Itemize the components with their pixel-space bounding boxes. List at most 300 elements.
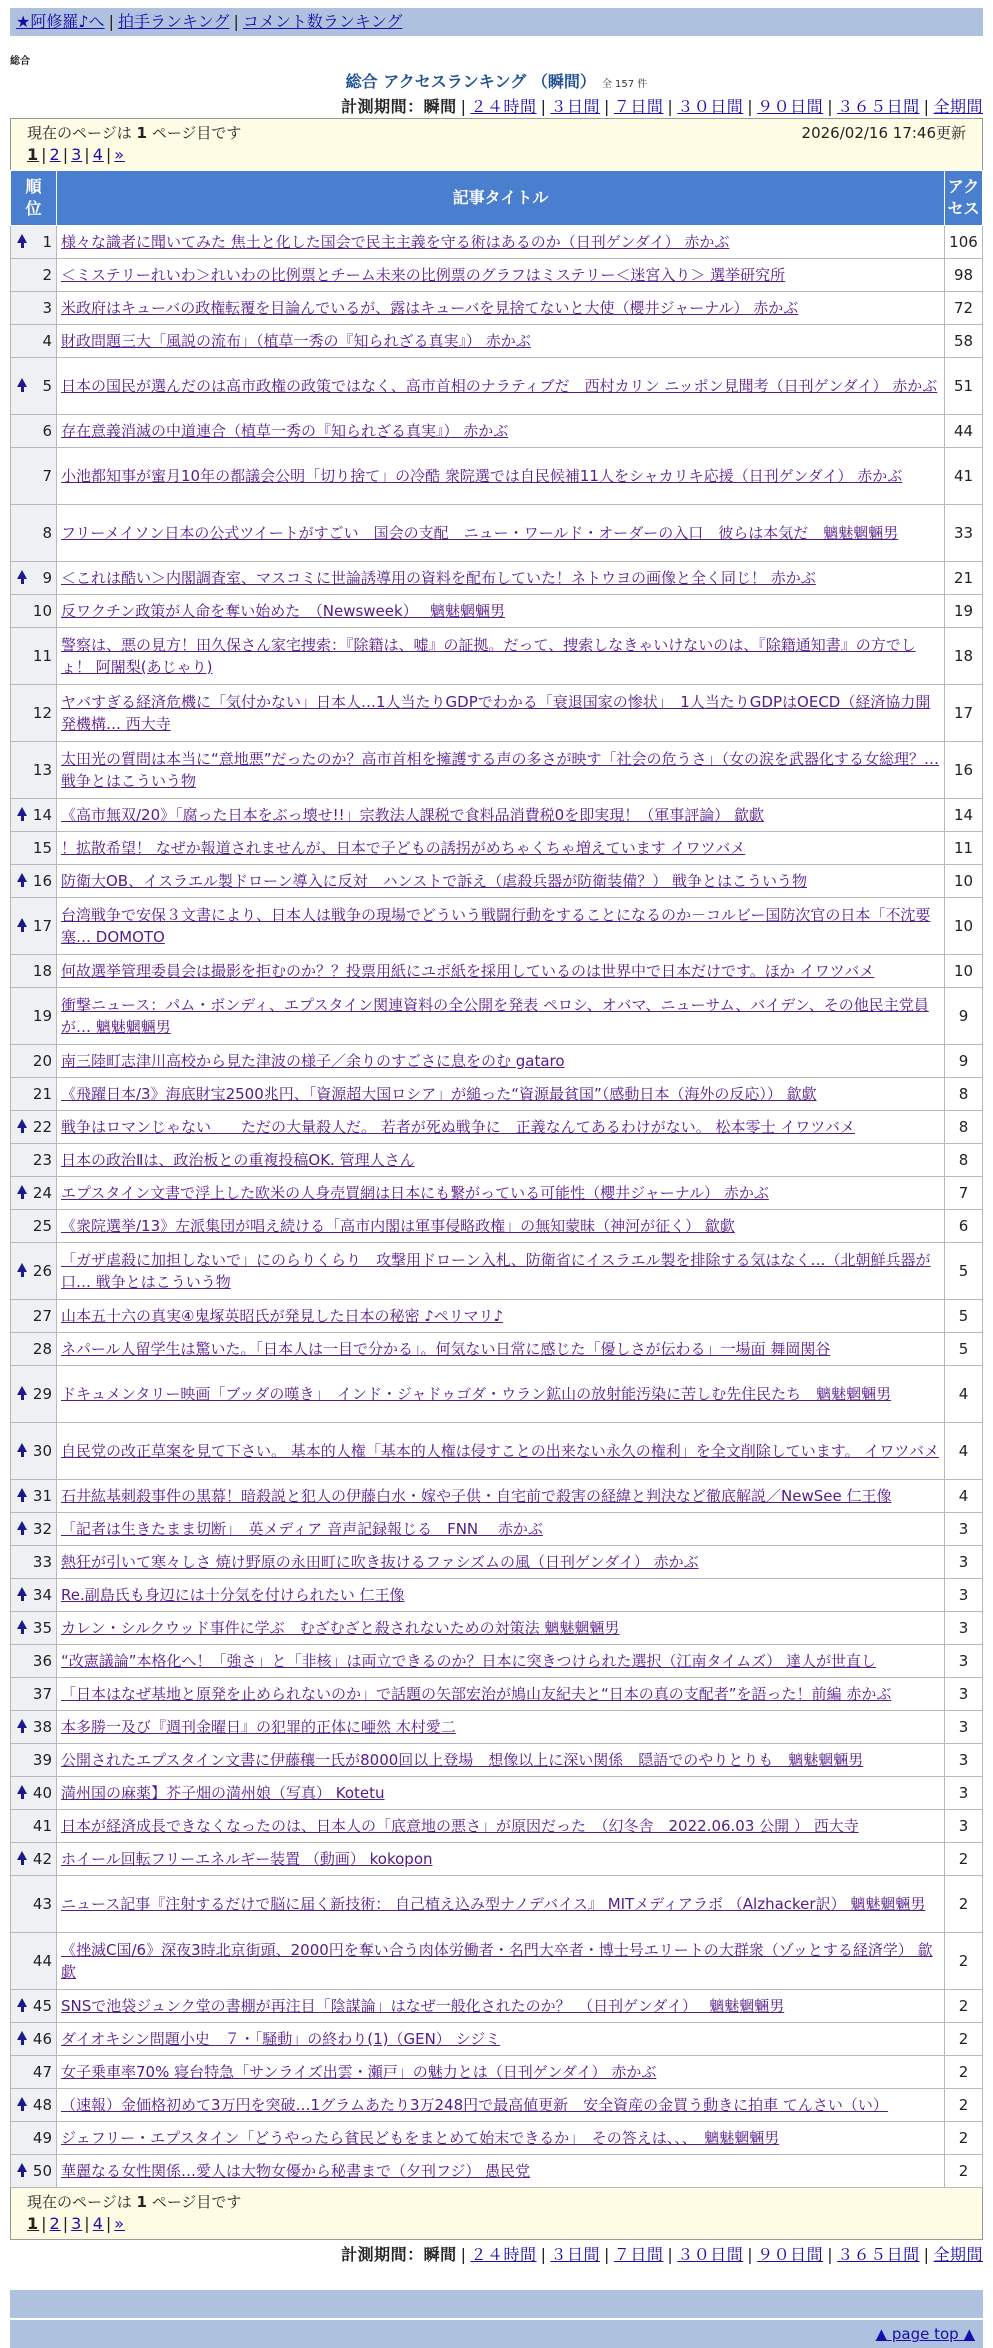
- article-title-link[interactable]: ジェフリー・エプスタイン「どうやったら貧民どもをまとめて始末できるか」 その答えは、、、 魑魅魍魎男: [61, 2129, 780, 2147]
- title-cell: [57, 742, 945, 799]
- rank-cell: [11, 1933, 57, 1990]
- period-link[interactable]: ７日間: [613, 2245, 664, 2264]
- ranking-table: [10, 170, 983, 2188]
- period-separator: |: [603, 2245, 610, 2264]
- title-cell: [57, 955, 945, 988]
- rank-number: 8: [42, 524, 52, 542]
- rank-cell: [11, 799, 57, 832]
- access-count: 2: [945, 2122, 983, 2155]
- period-selector-top: [10, 96, 983, 118]
- access-count: 3: [945, 1645, 983, 1678]
- title-cell: [57, 1645, 945, 1678]
- rank-cell: [11, 955, 57, 988]
- table-row: [11, 1480, 983, 1513]
- period-link[interactable]: ３日間: [550, 97, 600, 116]
- title-cell: [57, 226, 945, 259]
- title-cell: [57, 1366, 945, 1423]
- nav-separator: |: [108, 12, 114, 31]
- page-link[interactable]: 2: [49, 2214, 61, 2233]
- article-title-link[interactable]: 《衆院選挙/13》左派集団が唱え続ける「高市内閣は軍事侵略政権」の無知蒙昧（神河が征く） 歙歔: [61, 1217, 735, 1235]
- article-title-link[interactable]: 衝撃ニュース：パム・ボンディ、エプスタイン関連資料の全公開を発表 ペロシ、オバマ、ニューサム、バイデン、その他民主党員が… 魑魅魍魎男: [61, 996, 929, 1036]
- rank-number: 34: [32, 1586, 52, 1604]
- access-count: 72: [945, 292, 983, 325]
- rank-up-arrow-icon: [17, 1719, 27, 1728]
- title-cell: [57, 2155, 945, 2188]
- rank-number: 9: [42, 569, 52, 587]
- rank-number: 22: [32, 1118, 52, 1136]
- rank-number: 10: [32, 602, 52, 620]
- rank-cell: [11, 865, 57, 898]
- table-row: [11, 292, 983, 325]
- table-row: [11, 1366, 983, 1423]
- access-count: 10: [945, 898, 983, 955]
- rank-cell: [11, 898, 57, 955]
- table-row: [11, 2155, 983, 2188]
- period-link[interactable]: 全期間: [933, 2245, 983, 2264]
- article-title-link[interactable]: 太田光の質問は本当に“意地悪”だったのか？高市首相を擁護する声の多さが映す「社会の危うさ」（女の涙を武器化する女総理？… 戦争とはこういう物: [61, 750, 940, 790]
- title-cell: [57, 415, 945, 448]
- period-link[interactable]: ９０日間: [757, 2245, 824, 2264]
- rank-cell: [11, 1843, 57, 1876]
- page-separator: |: [84, 2214, 91, 2233]
- rank-up-arrow-icon: [17, 234, 27, 243]
- rank-up-arrow-icon: [17, 1119, 27, 1128]
- table-row: [11, 1990, 983, 2023]
- article-title-link[interactable]: 財政問題三大「風説の流布」（植草一秀の『知られざる真実』） 赤かぶ: [61, 332, 531, 350]
- table-row: [11, 2122, 983, 2155]
- article-title-link[interactable]: 日本の国民が選んだのは高市政権の政策ではなく、高市首相のナラティブだ 西村カリン ニッポン見聞考（日刊ゲンダイ） 赤かぶ: [61, 377, 938, 395]
- article-title-link[interactable]: 米政府はキューバの政権転覆を目論んでいるが、露はキューバを見捨てないと大使（櫻井ジャーナル） 赤かぶ: [61, 299, 799, 317]
- table-row: [11, 1546, 983, 1579]
- article-title-link[interactable]: 存在意義消滅の中道連合（植草一秀の『知られざる真実』） 赤かぶ: [61, 422, 509, 440]
- access-count: 14: [945, 799, 983, 832]
- access-count: 5: [945, 1243, 983, 1300]
- rank-cell: [11, 1810, 57, 1843]
- period-link[interactable]: ９０日間: [757, 97, 824, 116]
- table-row: [11, 1612, 983, 1645]
- rank-cell: [11, 1876, 57, 1933]
- table-row: [11, 1645, 983, 1678]
- access-count: 106: [945, 226, 983, 259]
- access-count: 51: [945, 358, 983, 415]
- title-cell: [57, 1810, 945, 1843]
- page-link[interactable]: 3: [71, 2214, 83, 2233]
- title-cell: [57, 1210, 945, 1243]
- article-title-link[interactable]: ニュース記事『注射するだけで脳に届く新技術： 自己植え込み型ナノデバイス』 MITメディアラボ （Alzhacker訳） 魑魅魍魎男: [61, 1895, 926, 1913]
- rank-up-arrow-icon: [17, 873, 27, 882]
- access-count: 6: [945, 1210, 983, 1243]
- title-cell: [57, 259, 945, 292]
- article-title-link[interactable]: 南三陸町志津川高校から見た津波の様子／余りのすごさに息をのむ gataro: [61, 1052, 565, 1070]
- access-count: 2: [945, 2056, 983, 2089]
- table-row: [11, 955, 983, 988]
- rank-number: 35: [32, 1619, 52, 1637]
- table-row: [11, 1243, 983, 1300]
- header-text: 順 位: [25, 177, 42, 218]
- rank-cell: [11, 1513, 57, 1546]
- page-links: [27, 144, 966, 166]
- rank-number: 28: [32, 1340, 52, 1358]
- period-separator: |: [747, 97, 754, 116]
- table-row: [11, 448, 983, 505]
- table-row: [11, 505, 983, 562]
- access-count: 3: [945, 1612, 983, 1645]
- article-title-link[interactable]: 《高市無双/20》「腐った日本をぶっ壊せ!!」宗教法人課税で食料品消費税0を即実現！（軍事評論） 歙歔: [61, 806, 764, 824]
- article-title-link[interactable]: ネパール人留学生は驚いた。「日本人は一目で分かる」。何気ない日常に感じた「優しさが伝わる」一場面 舞岡関谷: [61, 1340, 831, 1358]
- rank-number: 15: [32, 839, 52, 857]
- rank-cell: [11, 325, 57, 358]
- access-header: [945, 171, 983, 226]
- article-title-link[interactable]: 公開されたエプスタイン文書に伊藤穰一氏が8000回以上登場 想像以上に深い関係 隠語でのやりとりも 魑魅魍魎男: [61, 1751, 864, 1769]
- article-title-link[interactable]: ダイオキシン問題小史 ７・「騒動」の終わり(1)（GEN） シジミ: [61, 2030, 501, 2048]
- article-title-link[interactable]: ヤバすぎる経済危機に「気付かない」日本人…1人当たりGDPでわかる「衰退国家の惨状」 1人当たりGDPはOECD（経済協力開発機構… 西大寺: [61, 693, 931, 733]
- rank-up-arrow-icon: [17, 1185, 27, 1194]
- rank-cell: [11, 1366, 57, 1423]
- article-title-link[interactable]: “改憲議論”本格化へ！「強さ」と「非核」は両立できるのか？日本に突きつけられた選択（江南タイムズ） 達人が世直し: [61, 1652, 877, 1670]
- article-title-link[interactable]: 石井紘基刺殺事件の黒幕！暗殺説と犯人の伊藤白水・嫁や子供・自宅前で殺害の経緯と判決など徹底解説／NewSee 仁王像: [61, 1487, 892, 1505]
- rank-cell: [11, 628, 57, 685]
- title-cell: [57, 1678, 945, 1711]
- title-cell: [57, 1711, 945, 1744]
- updated-timestamp: 2026/02/16 17:46更新: [801, 124, 966, 142]
- rank-number: 14: [32, 806, 52, 824]
- pager-top: [10, 118, 983, 170]
- table-row: [11, 415, 983, 448]
- article-title-link[interactable]: 山本五十六の真実④鬼塚英昭氏が発見した日本の秘密 ♪ペリマリ♪: [61, 1307, 504, 1325]
- rank-header: [11, 171, 57, 226]
- title-cell: [57, 988, 945, 1045]
- page-link[interactable]: 2: [49, 145, 61, 164]
- rank-cell: [11, 1612, 57, 1645]
- article-title-link[interactable]: 《挫滅C国/6》深夜3時北京街頭、2000円を奪い合う肉体労働者・名門大卒者・博士号エリートの大群衆（ゾッとする経済学） 歙歔: [61, 1941, 933, 1981]
- rank-number: 45: [32, 1997, 52, 2015]
- rank-cell: [11, 1243, 57, 1300]
- title-cell: [57, 595, 945, 628]
- access-count: 8: [945, 1078, 983, 1111]
- article-title-link[interactable]: 本多勝一及び『週刊金曜日』の犯罪的正体に唖然 木村愛二: [61, 1718, 456, 1736]
- rank-up-arrow-icon: [17, 1488, 27, 1497]
- table-row: [11, 1579, 983, 1612]
- page-links: [27, 2213, 966, 2235]
- article-title-link[interactable]: 「ガザ虐殺に加担しないで」にのらりくらり 攻撃用ドローン入札、防衛省にイスラエル製を排除する気はなく…（北朝鮮兵器が口… 戦争とはこういう物: [61, 1251, 931, 1291]
- article-title-link[interactable]: カレン・シルクウッド事件に学ぶ むざむざと殺されないための対策法 魑魅魍魎男: [61, 1619, 620, 1637]
- table-row: [11, 1777, 983, 1810]
- article-title-link[interactable]: 何故選挙管理委員会は撮影を拒むのか？？投票用紙にユポ紙を採用しているのは世界中で日本だけです。ほか イワツバメ: [61, 962, 875, 980]
- rank-number: 12: [32, 704, 52, 722]
- period-separator: |: [827, 2245, 834, 2264]
- title-header: 記事タイトル: [57, 171, 945, 226]
- rank-cell: [11, 2056, 57, 2089]
- period-link[interactable]: ３０日間: [677, 97, 744, 116]
- title-cell: [57, 1333, 945, 1366]
- rank-number: 32: [32, 1520, 52, 1538]
- article-title-link[interactable]: ドキュメンタリー映画「ブッダの嘆き」 インド・ジャドゥゴダ・ウラン鉱山の放射能汚染に苦しむ先住民たち 魑魅魍魎男: [61, 1385, 892, 1403]
- rank-cell: [11, 595, 57, 628]
- rank-cell: [11, 1078, 57, 1111]
- access-count: 3: [945, 1711, 983, 1744]
- access-count: 2: [945, 2023, 983, 2056]
- period-separator: |: [747, 2245, 754, 2264]
- rank-up-arrow-icon: [17, 1587, 27, 1596]
- table-row: [11, 2089, 983, 2122]
- title-cell: [57, 1933, 945, 1990]
- access-count: 9: [945, 988, 983, 1045]
- period-link[interactable]: ２４時間: [470, 2245, 537, 2264]
- table-row: [11, 799, 983, 832]
- period-separator: |: [540, 97, 547, 116]
- period-current: 瞬間: [423, 2245, 457, 2264]
- article-title-link[interactable]: ホイール回転フリーエネルギー装置 （動画） kokopon: [61, 1850, 433, 1868]
- article-title-link[interactable]: 女子乗車率70% 寝台特急「サンライズ出雲・瀬戸」の魅力とは（日刊ゲンダイ） 赤かぶ: [61, 2063, 657, 2081]
- title-cell: [57, 1990, 945, 2023]
- rank-cell: [11, 1300, 57, 1333]
- period-separator: |: [667, 97, 674, 116]
- table-row: [11, 2023, 983, 2056]
- period-link[interactable]: ３６５日間: [837, 97, 920, 116]
- table-row: [11, 1744, 983, 1777]
- access-count: 16: [945, 742, 983, 799]
- period-link[interactable]: ３０日間: [677, 2245, 744, 2264]
- footer-bar-pagetop: [10, 2320, 983, 2348]
- table-row: [11, 1678, 983, 1711]
- access-count: 11: [945, 832, 983, 865]
- access-count: 3: [945, 1678, 983, 1711]
- rank-cell: [11, 1177, 57, 1210]
- rank-up-arrow-icon: [17, 1785, 27, 1794]
- article-title-link[interactable]: 警察は、悪の見方！田久保さん家宅捜索：『除籍は、嘘』の証拠。だって、捜索しなきゃいけないのは、『除籍通知書』の方でしょ！ 阿闍梨(あじゃり): [61, 636, 916, 676]
- access-count: 44: [945, 415, 983, 448]
- access-count: 10: [945, 865, 983, 898]
- pager-bottom: [10, 2188, 983, 2240]
- access-count: 8: [945, 1111, 983, 1144]
- period-label: 計測期間：: [341, 2245, 424, 2264]
- table-row: [11, 1111, 983, 1144]
- table-row: [11, 259, 983, 292]
- page-link[interactable]: 3: [71, 145, 83, 164]
- rank-cell: [11, 1645, 57, 1678]
- title-cell: [57, 898, 945, 955]
- rank-number: 26: [32, 1262, 52, 1280]
- article-title-link[interactable]: SNSで池袋ジュンク堂の書棚が再注目「陰謀論」はなぜ一般化されたのか？ （日刊ゲンダイ） 魑魅魍魎男: [61, 1997, 785, 2015]
- applause-ranking-link[interactable]: 拍手ランキング: [117, 12, 230, 31]
- article-title-link[interactable]: 台湾戦争で安保３文書により、日本人は戦争の現場でどういう戦闘行動をすることになるのか－コルビー国防次官の日本「不沈要塞… DOMOTO: [61, 906, 931, 946]
- rank-number: 21: [32, 1085, 52, 1103]
- title-cell: [57, 2023, 945, 2056]
- article-title-link[interactable]: 「記者は生きたまま切断」 英メディア 音声記録報じる FNN 赤かぶ: [61, 1520, 543, 1538]
- header-text: アク セス: [947, 177, 980, 218]
- page-top-link[interactable]: ▲ page top ▲: [875, 2325, 975, 2343]
- page-separator: |: [62, 145, 70, 164]
- rank-number: 20: [32, 1052, 52, 1070]
- title-cell: [57, 865, 945, 898]
- rank-number: 6: [42, 422, 52, 440]
- rank-cell: [11, 259, 57, 292]
- access-count: 9: [945, 1045, 983, 1078]
- rank-number: 46: [32, 2030, 52, 2048]
- rank-up-arrow-icon: [17, 1521, 27, 1530]
- rank-cell: [11, 1210, 57, 1243]
- rank-cell: [11, 2155, 57, 2188]
- rank-cell: [11, 292, 57, 325]
- title-cell: [57, 1243, 945, 1300]
- article-title-link[interactable]: 日本の政治Ⅱは、政治板との重複投稿OK. 管理人さん: [61, 1151, 415, 1169]
- rank-up-arrow-icon: [17, 378, 27, 387]
- article-title-link[interactable]: 華麗なる女性関係…愛人は大物女優から秘書まで（夕刊フジ） 愚民党: [61, 2162, 531, 2180]
- page-link[interactable]: 4: [92, 2214, 104, 2233]
- title-cell: [57, 1843, 945, 1876]
- page-current: 1: [27, 145, 40, 164]
- comment-ranking-link[interactable]: コメント数ランキング: [242, 12, 403, 31]
- rank-cell: [11, 226, 57, 259]
- rank-number: 47: [32, 2063, 52, 2081]
- table-row: [11, 1177, 983, 1210]
- current-page-text: 現在のページは 1 ページ目です: [27, 2193, 242, 2211]
- period-link[interactable]: ３６５日間: [837, 2245, 920, 2264]
- rank-number: 19: [32, 1007, 52, 1025]
- table-row: [11, 2056, 983, 2089]
- rank-up-arrow-icon: [17, 1998, 27, 2007]
- period-selector-bottom: [10, 2244, 983, 2266]
- article-title-link[interactable]: 日本が経済成長できなくなったのは、日本人の「底意地の悪さ」が原因だった （幻冬舎 2022.06.03 公開 ） 西大寺: [61, 1817, 859, 1835]
- article-title-link[interactable]: 「日本はなぜ基地と原発を止められないのか」で話題の矢部宏治が鳩山友紀夫と“日本の真の支配者”を語った！前編 赤かぶ: [61, 1685, 892, 1703]
- article-title-link[interactable]: Re.副島氏も身辺には十分気を付けられたい 仁王像: [61, 1586, 405, 1604]
- rank-number: 29: [32, 1385, 52, 1403]
- next-page-link[interactable]: »: [114, 145, 126, 164]
- rank-number: 42: [32, 1850, 52, 1868]
- page-separator: |: [41, 2214, 48, 2233]
- title-cell: [57, 1480, 945, 1513]
- rank-number: 39: [32, 1751, 52, 1769]
- rank-number: 27: [32, 1307, 52, 1325]
- article-title-link[interactable]: ＜ミステリーれいわ＞れいわの比例票とチーム未来の比例票のグラフはミステリー＜迷宮入り＞ 選挙研究所: [61, 266, 786, 284]
- page-current: 1: [27, 2214, 40, 2233]
- rank-number: 4: [42, 332, 52, 350]
- rank-number: 24: [32, 1184, 52, 1202]
- article-title-link[interactable]: フリーメイソン日本の公式ツイートがすごい 国会の支配 ニュー・ワールド・オーダーの入口 彼らは本気だ 魑魅魍魎男: [61, 524, 899, 542]
- article-title-link[interactable]: 《飛躍日本/3》海底財宝2500兆円、「資源超大国ロシア」が縋った“資源最貧国”（感動日本（海外の反応）） 歙歔: [61, 1085, 817, 1103]
- rank-cell: [11, 1990, 57, 2023]
- period-separator: |: [827, 97, 834, 116]
- rank-number: 36: [32, 1652, 52, 1670]
- access-count: 18: [945, 628, 983, 685]
- rank-up-arrow-icon: [17, 1443, 27, 1452]
- table-row: [11, 628, 983, 685]
- article-title-link[interactable]: 満州国の麻薬】芥子畑の満州娘（写真） Kotetu: [61, 1784, 385, 1802]
- rank-number: 49: [32, 2129, 52, 2147]
- rank-number: 38: [32, 1718, 52, 1736]
- rank-cell: [11, 2089, 57, 2122]
- footer-bar: [10, 2290, 983, 2318]
- article-title-link[interactable]: 反ワクチン政策が人命を奪い始めた （Newsweek） 魑魅魍魎男: [61, 602, 505, 620]
- table-row: [11, 1078, 983, 1111]
- rank-up-arrow-icon: [17, 2163, 27, 2172]
- period-link[interactable]: ３日間: [550, 2245, 600, 2264]
- article-title-link[interactable]: ！拡散希望！ なぜか報道されませんが、日本で子どもの誘拐がめちゃくちゃ増えています イワツバメ: [61, 839, 746, 857]
- rank-number: 17: [32, 917, 52, 935]
- rank-cell: [11, 1744, 57, 1777]
- rank-number: 25: [32, 1217, 52, 1235]
- rank-up-arrow-icon: [17, 1386, 27, 1395]
- title-cell: [57, 1300, 945, 1333]
- table-row: [11, 1810, 983, 1843]
- period-link[interactable]: ７日間: [613, 97, 664, 116]
- rank-cell: [11, 505, 57, 562]
- rank-number: 18: [32, 962, 52, 980]
- access-count: 3: [945, 1513, 983, 1546]
- rank-number: 33: [32, 1553, 52, 1571]
- rank-number: 40: [32, 1784, 52, 1802]
- rank-cell: [11, 988, 57, 1045]
- page-title: [10, 69, 983, 92]
- home-link[interactable]: ★阿修羅♪へ: [16, 12, 105, 31]
- table-row: [11, 1210, 983, 1243]
- rank-number: 23: [32, 1151, 52, 1169]
- title-cell: [57, 1423, 945, 1480]
- period-label: 計測期間：: [341, 97, 424, 116]
- access-count: 19: [945, 595, 983, 628]
- table-row: [11, 562, 983, 595]
- rank-cell: [11, 1045, 57, 1078]
- access-count: 58: [945, 325, 983, 358]
- rank-up-arrow-icon: [17, 1263, 27, 1272]
- access-count: 33: [945, 505, 983, 562]
- title-cell: [57, 2089, 945, 2122]
- article-title-link[interactable]: 自民党の改正草案を見て下さい。 基本的人権「基本的人権は侵すことの出来ない永久の権利」を全文削除しています。 イワツバメ: [61, 1442, 940, 1460]
- access-count: 8: [945, 1144, 983, 1177]
- table-row: [11, 1843, 983, 1876]
- article-title-link[interactable]: 様々な識者に聞いてみた 焦土と化した国会で民主主義を守る術はあるのか（日刊ゲンダイ） 赤かぶ: [61, 233, 730, 251]
- rank-number: 2: [42, 266, 52, 284]
- period-link[interactable]: ２４時間: [470, 97, 537, 116]
- rank-number: 5: [42, 377, 52, 395]
- rank-cell: [11, 1333, 57, 1366]
- title-cell: [57, 2122, 945, 2155]
- rank-cell: [11, 415, 57, 448]
- article-title-link[interactable]: 熱狂が引いて寒々しさ 焼け野原の永田町に吹き抜けるファシズムの風（日刊ゲンダイ） 赤かぶ: [61, 1553, 699, 1571]
- period-link[interactable]: 全期間: [933, 97, 983, 116]
- rank-cell: [11, 2023, 57, 2056]
- rank-number: 7: [42, 467, 52, 485]
- table-row: [11, 358, 983, 415]
- rank-up-arrow-icon: [17, 2031, 27, 2040]
- article-title-link[interactable]: 小池都知事が蜜月10年の都議会公明「切り捨て」の冷酷 衆院選では自民候補11人をシャカリキ応援（日刊ゲンダイ） 赤かぶ: [61, 467, 903, 485]
- table-row: [11, 325, 983, 358]
- article-title-link[interactable]: （速報）金価格初めて3万円を突破…1グラムあたり3万248円で最高値更新 安全資産の金買う動きに拍車 てんさい（い）: [61, 2096, 888, 2114]
- period-separator: |: [603, 97, 610, 116]
- access-count: 2: [945, 1990, 983, 2023]
- next-page-link[interactable]: »: [114, 2214, 126, 2233]
- access-count: 4: [945, 1423, 983, 1480]
- article-title-link[interactable]: ＜これは酷い＞内閣調査室、マスコミに世論誘導用の資料を配布していた！ネトウヨの画像と全く同じ！ 赤かぶ: [61, 569, 816, 587]
- page-separator: |: [62, 2214, 70, 2233]
- article-title-link[interactable]: 戦争はロマンじゃない ただの大量殺人だ。 若者が死ぬ戦争に 正義なんてあるわけがない。 松本零士 イワツバメ: [61, 1118, 856, 1136]
- rank-number: 13: [32, 761, 52, 779]
- rank-number: 3: [42, 299, 52, 317]
- access-count: 2: [945, 2155, 983, 2188]
- article-title-link[interactable]: 防衛大OB、イスラエル製ドローン導入に反対 ハンストで訴え（虐殺兵器が防衛装備？） 戦争とはこういう物: [61, 872, 807, 890]
- rank-number: 31: [32, 1487, 52, 1505]
- rank-cell: [11, 1579, 57, 1612]
- title-cell: [57, 1876, 945, 1933]
- period-separator: |: [540, 2245, 547, 2264]
- page-link[interactable]: 4: [92, 145, 104, 164]
- rank-up-arrow-icon: [17, 1620, 27, 1629]
- article-title-link[interactable]: エプスタイン文書で浮上した欧米の人身売買網は日本にも繋がっている可能性（櫻井ジャーナル） 赤かぶ: [61, 1184, 769, 1202]
- access-count: 5: [945, 1333, 983, 1366]
- access-count: 3: [945, 1777, 983, 1810]
- page-separator: |: [84, 145, 91, 164]
- rank-cell: [11, 832, 57, 865]
